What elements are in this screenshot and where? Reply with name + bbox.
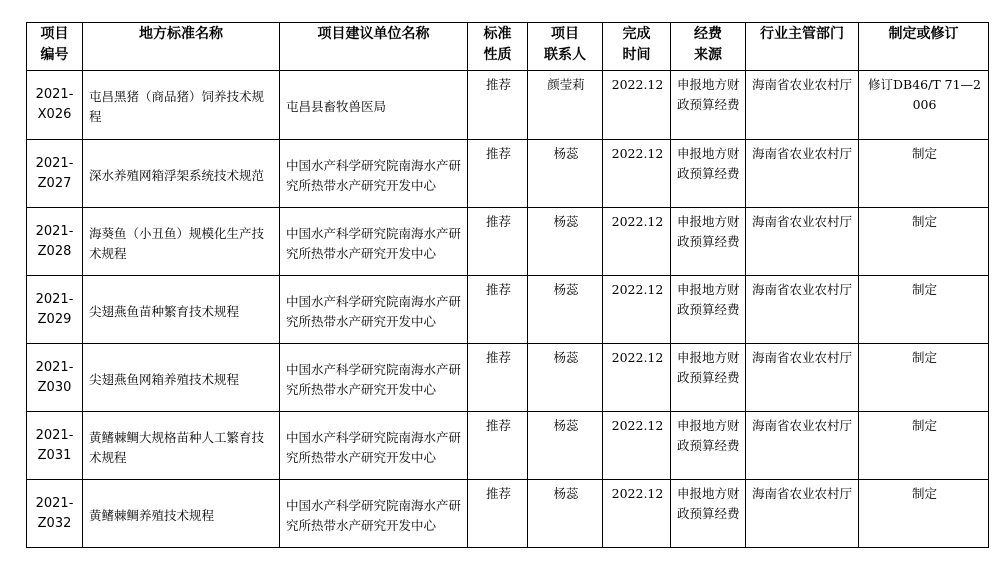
cell-completion-time (603, 276, 671, 344)
cell-department-text: 海南省农业农村厅 (752, 350, 853, 365)
cell-proposing-unit (280, 344, 468, 412)
cell-standard-name (83, 208, 280, 276)
cell-department (746, 140, 859, 208)
cell-contact (528, 480, 603, 548)
cell-completion-time-text: 2022.12 (611, 350, 664, 365)
cell-contact (528, 208, 603, 276)
cell-project-id-text: 2021- Z029 (35, 291, 74, 327)
cell-completion-time (603, 480, 671, 548)
cell-standard-name (83, 276, 280, 344)
cell-funding-source (671, 71, 746, 140)
cell-nature-text: 推荐 (485, 282, 511, 297)
cell-contact-text: 杨蕊 (553, 146, 579, 161)
header-nature: 标准 性质 (468, 23, 528, 71)
cell-contact (528, 140, 603, 208)
cell-department (746, 412, 859, 480)
cell-completion-time-text: 2022.12 (611, 418, 664, 433)
cell-funding-source (671, 344, 746, 412)
cell-funding-source-text: 申报地方财政预算经费 (677, 418, 740, 453)
cell-contact (528, 71, 603, 140)
cell-project-id (27, 480, 83, 548)
cell-contact (528, 276, 603, 344)
cell-funding-source (671, 140, 746, 208)
cell-standard-name-text: 黄鳍棘鲷养殖技术规程 (89, 507, 215, 523)
cell-nature (468, 71, 528, 140)
cell-funding-source (671, 480, 746, 548)
cell-proposing-unit-text: 中国水产科学研究院南海水产研究所热带水产研究开发中心 (286, 157, 462, 193)
table-row (27, 480, 989, 548)
cell-department-text: 海南省农业农村厅 (752, 146, 853, 161)
cell-nature-text: 推荐 (485, 77, 511, 92)
standards-table (26, 22, 989, 548)
cell-revise-type-text: 制定 (911, 350, 937, 365)
cell-project-id (27, 140, 83, 208)
cell-proposing-unit-text: 屯昌县畜牧兽医局 (286, 99, 387, 114)
cell-department-text: 海南省农业农村厅 (752, 418, 853, 433)
header-completion-time: 完成 时间 (603, 23, 671, 71)
cell-contact-text: 杨蕊 (553, 214, 579, 229)
cell-nature (468, 412, 528, 480)
table-row (27, 140, 989, 208)
cell-revise-type (859, 480, 989, 548)
cell-project-id-text: 2021- X026 (35, 87, 74, 122)
cell-proposing-unit (280, 71, 468, 140)
cell-project-id-text: 2021- Z032 (35, 495, 74, 531)
cell-nature-text: 推荐 (485, 418, 511, 433)
cell-nature (468, 140, 528, 208)
cell-funding-source (671, 412, 746, 480)
table-row (27, 276, 989, 344)
cell-nature-text: 推荐 (485, 350, 511, 365)
cell-project-id (27, 276, 83, 344)
cell-completion-time (603, 140, 671, 208)
cell-completion-time (603, 71, 671, 140)
cell-project-id (27, 71, 83, 140)
header-row (27, 23, 989, 71)
cell-revise-type-text: 制定 (911, 214, 937, 229)
cell-standard-name-text: 深水养殖网箱浮架系统技术规范 (89, 167, 265, 183)
cell-funding-source-text: 申报地方财政预算经费 (677, 77, 740, 112)
cell-revise-type (859, 140, 989, 208)
cell-project-id-text: 2021- Z030 (35, 359, 74, 395)
cell-standard-name-text: 尖翅燕鱼网箱养殖技术规程 (89, 371, 240, 387)
table-row (27, 208, 989, 276)
cell-standard-name (83, 71, 280, 140)
cell-proposing-unit (280, 276, 468, 344)
cell-contact-text: 杨蕊 (553, 486, 579, 501)
cell-funding-source-text: 申报地方财政预算经费 (677, 214, 740, 249)
cell-completion-time-text: 2022.12 (611, 486, 664, 501)
cell-project-id-text: 2021- Z027 (35, 155, 74, 191)
cell-revise-type (859, 344, 989, 412)
cell-completion-time (603, 344, 671, 412)
table-row (27, 344, 989, 412)
cell-nature (468, 480, 528, 548)
cell-completion-time-text: 2022.12 (611, 77, 664, 92)
cell-funding-source-text: 申报地方财政预算经费 (677, 486, 740, 521)
cell-standard-name-text: 尖翅燕鱼苗种繁育技术规程 (89, 303, 240, 319)
cell-department-text: 海南省农业农村厅 (752, 77, 853, 92)
header-funding-source: 经费 来源 (671, 23, 746, 71)
cell-nature (468, 344, 528, 412)
cell-department (746, 344, 859, 412)
cell-proposing-unit-text: 中国水产科学研究院南海水产研究所热带水产研究开发中心 (286, 293, 462, 329)
cell-department-text: 海南省农业农村厅 (752, 282, 853, 297)
cell-revise-type (859, 208, 989, 276)
cell-standard-name (83, 480, 280, 548)
table-header (27, 23, 989, 71)
cell-completion-time-text: 2022.12 (611, 214, 664, 229)
cell-contact-text: 颜莹莉 (547, 77, 585, 92)
cell-standard-name-text: 黄鳍棘鲷大规格苗种人工繁育技术规程 (89, 429, 265, 465)
cell-department (746, 276, 859, 344)
cell-funding-source-text: 申报地方财政预算经费 (677, 146, 740, 181)
cell-nature-text: 推荐 (485, 214, 511, 229)
cell-project-id-text: 2021- Z031 (35, 427, 74, 463)
cell-proposing-unit (280, 208, 468, 276)
cell-revise-type-text: 制定 (911, 486, 937, 501)
cell-contact (528, 412, 603, 480)
cell-project-id (27, 208, 83, 276)
cell-funding-source (671, 276, 746, 344)
header-revise-type: 制定或修订 (859, 23, 989, 71)
cell-department (746, 71, 859, 140)
cell-contact-text: 杨蕊 (553, 282, 579, 297)
cell-standard-name (83, 412, 280, 480)
cell-standard-name-text: 海葵鱼（小丑鱼）规模化生产技术规程 (89, 225, 265, 261)
cell-standard-name (83, 140, 280, 208)
cell-department-text: 海南省农业农村厅 (752, 486, 853, 501)
cell-completion-time (603, 412, 671, 480)
cell-revise-type-text: 制定 (911, 146, 937, 161)
cell-funding-source (671, 208, 746, 276)
cell-revise-type-text: 制定 (911, 418, 937, 433)
cell-project-id (27, 344, 83, 412)
header-department: 行业主管部门 (746, 23, 859, 71)
cell-completion-time-text: 2022.12 (611, 282, 664, 297)
cell-revise-type (859, 276, 989, 344)
cell-proposing-unit (280, 412, 468, 480)
cell-revise-type-text: 制定 (911, 282, 937, 297)
table-row (27, 71, 989, 140)
cell-revise-type (859, 412, 989, 480)
cell-funding-source-text: 申报地方财政预算经费 (677, 350, 740, 385)
cell-proposing-unit-text: 中国水产科学研究院南海水产研究所热带水产研究开发中心 (286, 429, 462, 465)
cell-proposing-unit-text: 中国水产科学研究院南海水产研究所热带水产研究开发中心 (286, 497, 462, 533)
cell-nature (468, 208, 528, 276)
table-body (27, 71, 989, 548)
header-contact: 项目 联系人 (528, 23, 603, 71)
cell-standard-name-text: 屯昌黑猪（商品猪）饲养技术规程 (89, 89, 265, 124)
cell-department (746, 480, 859, 548)
table-row (27, 412, 989, 480)
cell-proposing-unit (280, 140, 468, 208)
cell-nature-text: 推荐 (485, 486, 511, 501)
header-standard-name: 地方标准名称 (83, 23, 280, 71)
cell-proposing-unit-text: 中国水产科学研究院南海水产研究所热带水产研究开发中心 (286, 225, 462, 261)
cell-funding-source-text: 申报地方财政预算经费 (677, 282, 740, 317)
header-proposing-unit: 项目建议单位名称 (280, 23, 468, 71)
cell-revise-type (859, 71, 989, 140)
cell-proposing-unit-text: 中国水产科学研究院南海水产研究所热带水产研究开发中心 (286, 361, 462, 397)
cell-project-id (27, 412, 83, 480)
cell-nature (468, 276, 528, 344)
cell-revise-type-text: 修订DB46/T 71—2006 (868, 77, 981, 112)
cell-department (746, 208, 859, 276)
cell-nature-text: 推荐 (485, 146, 511, 161)
cell-completion-time-text: 2022.12 (611, 146, 664, 161)
cell-contact-text: 杨蕊 (553, 418, 579, 433)
cell-contact (528, 344, 603, 412)
cell-contact-text: 杨蕊 (553, 350, 579, 365)
cell-standard-name (83, 344, 280, 412)
cell-project-id-text: 2021- Z028 (35, 223, 74, 259)
cell-proposing-unit (280, 480, 468, 548)
cell-department-text: 海南省农业农村厅 (752, 214, 853, 229)
cell-completion-time (603, 208, 671, 276)
header-project-id: 项目 编号 (27, 23, 83, 71)
